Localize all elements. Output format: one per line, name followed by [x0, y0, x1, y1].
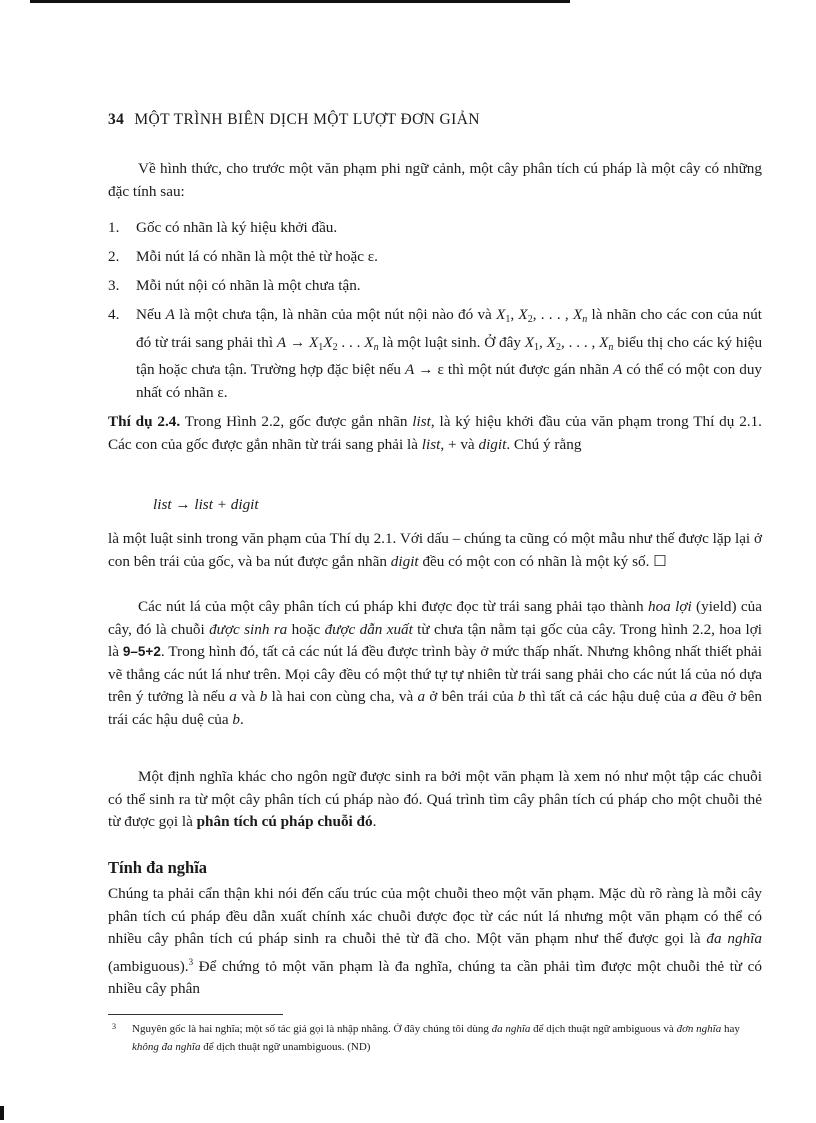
list-number: 3.: [108, 277, 120, 294]
top-rule: [30, 0, 570, 3]
scan-edge-mark: [0, 1106, 4, 1120]
page-number: 34: [108, 111, 125, 128]
list-text: Nếu A là một chưa tận, là nhãn của một nút nội nào đó và $X_1$, $X_2$, . . . , $X_n$ là nhãn cho các con của nút đó từ trái sang phải thì $A \to X_1X_2$ . . . $X_n$ là một luật sinh. Ở đây $X_1$, $X_2$, . . . , $X_n$ biểu thị cho các ký hiệu tận hoặc chưa tận. Trường hợp đặc biệt nếu A → ε thì một nút được gán nhãn A có thể có một con duy nhất có nhãn ε.: [136, 306, 763, 401]
language-paragraph: Một định nghĩa khác cho ngôn ngữ được sinh ra bởi một văn phạm là xem nó như một tập các chuỗi có thể sinh ra từ một cây phân tích cú pháp nào đó. Quá trình tìm cây phân tích cú pháp cho một chuỗi thẻ từ được gọi là phân tích cú pháp chuỗi đó.: [108, 768, 762, 830]
list-text: Mỗi nút lá có nhãn là một thẻ từ hoặc ε.: [136, 248, 378, 265]
example-paragraph: Thí dụ 2.4. Trong Hình 2.2, gốc được gắn nhãn list, là ký hiệu khởi đầu của văn phạm trong Thí dụ 2.1. Các con của gốc được gắn nhãn từ trái sang phải là list, + và digit. Chú ý rằng: [108, 413, 762, 453]
example-label: Thí dụ 2.4.: [108, 413, 181, 430]
list-number: 4.: [108, 306, 120, 323]
end-of-example-box: ☐: [653, 552, 667, 570]
list-text: Gốc có nhãn là ký hiệu khởi đầu.: [136, 219, 338, 236]
footnote-reference: 3: [188, 956, 194, 967]
production-rule: list → list + digit: [153, 496, 259, 513]
footnote-rule: [108, 1014, 283, 1015]
footnote-text: Nguyên gốc là hai nghĩa; một số tác giả gọi là nhập nhằng. Ở đây chúng tôi dùng đa nghĩa để dịch thuật ngữ ambiguous và đơn nghĩa hay không đa nghĩa để dịch thuật ngữ unambiguous. (ND): [132, 1023, 740, 1053]
ambiguity-paragraph: Chúng ta phải cẩn thận khi nói đến cấu trúc của một chuỗi theo một văn phạm. Mặc dù rõ ràng là mỗi cây phân tích cú pháp đều dẫn xuất chính xác chuỗi được đọc từ các nút lá nhưng một văn phạm có thể có nhiều cây phân tích cú pháp sinh ra chuỗi thẻ từ đã cho. Một văn phạm như thế được gọi là đa nghĩa (ambiguous).$^3$ Để chứng tỏ một văn phạm là đa nghĩa, chúng ta cần phải tìm được một chuỗi thẻ từ có nhiều cây phân: [108, 885, 762, 997]
chapter-title: MỘT TRÌNH BIÊN DỊCH MỘT LƯỢT ĐƠN GIẢN: [134, 111, 480, 128]
yield-paragraph: Các nút lá của một cây phân tích cú pháp khi được đọc từ trái sang phải tạo thành hoa lợi (yield) của cây, đó là chuỗi được sinh ra hoặc được dẫn xuất từ chưa tận nằm tại gốc của cây. Trong hình 2.2, hoa lợi là 9–5+2. Trong hình đó, tất cả các nút lá đều được trình bày ở mức thấp nhất. Nhưng không nhất thiết phải vẽ thẳng các nút lá như trên. Mọi cây đều có một thứ tự tự nhiên từ trái sang phải cho các nút lá của nó dựa trên ý tưởng là nếu a và b là hai con cùng cha, và a ở bên trái của b thì tất cả các hậu duệ của a đều ở bên trái các hậu duệ của b.: [108, 598, 763, 728]
footnote-mark: 3: [112, 1022, 116, 1031]
list-number: 1.: [108, 219, 120, 236]
section-heading: Tính đa nghĩa: [108, 858, 208, 877]
running-header: [108, 111, 480, 129]
list-number: 2.: [108, 248, 120, 265]
example-continuation: là một luật sinh trong văn phạm của Thí dụ 2.1. Với dấu – chúng ta cũng có một mẫu như thế được lặp lại ở con bên trái của gốc, và ba nút được gắn nhãn digit đều có một con có nhãn là một ký số. ☐: [108, 530, 762, 570]
intro-paragraph: Về hình thức, cho trước một văn phạm phi ngữ cảnh, một cây phân tích cú pháp là một cây có những đặc tính sau:: [108, 160, 762, 200]
list-text: Mỗi nút nội có nhãn là một chưa tận.: [136, 277, 361, 294]
